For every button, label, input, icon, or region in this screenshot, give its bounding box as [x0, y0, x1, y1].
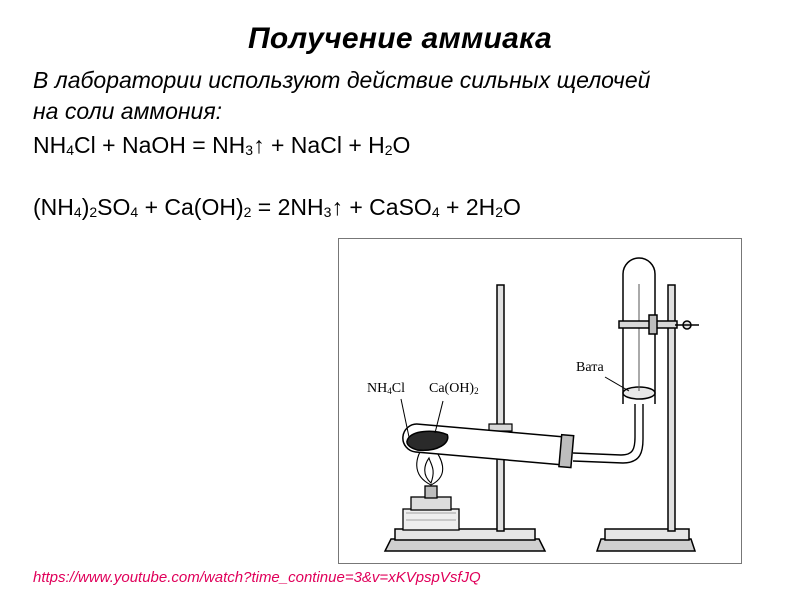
- eq2-part: + 2H: [439, 194, 496, 220]
- label-calcium-hydroxide: $Ca(OH)_2$: [429, 381, 479, 396]
- eq2-part: ): [81, 194, 90, 220]
- eq1-part: NH: [33, 132, 67, 158]
- eq2-part: SO: [97, 194, 131, 220]
- eq2-sub: 2: [495, 204, 504, 220]
- eq1-sub: 3: [245, 142, 254, 158]
- right-clamp-jaw: [649, 315, 657, 334]
- eq1-part: ↑ + NaCl + H: [253, 132, 385, 158]
- intro-text-line-1: В лаборатории используют действие сильных щелочей: [33, 67, 651, 93]
- eq2-sub: 2: [89, 204, 98, 220]
- eq1-sub: 4: [66, 142, 75, 158]
- eq2-part: ↑ + CaSO: [331, 194, 432, 220]
- eq2-sub: 2: [243, 204, 252, 220]
- eq1-part: Cl + NaOH = NH: [74, 132, 246, 158]
- left-stand-rod: [497, 285, 504, 531]
- left-stand-base: [385, 539, 545, 551]
- eq2-sub: 4: [431, 204, 440, 220]
- right-stand-base-top: [605, 529, 689, 540]
- intro-text-line-2: на соли аммония:: [33, 98, 223, 124]
- delivery-tube: [573, 399, 643, 463]
- eq2-sub: 3: [323, 204, 332, 220]
- right-clamp-arm: [619, 321, 677, 328]
- equation-2: [33, 193, 521, 221]
- stopper: [559, 435, 574, 468]
- eq2-part: = 2NH: [251, 194, 324, 220]
- lab-apparatus-figure: [338, 238, 742, 564]
- eq2-part: (NH: [33, 194, 74, 220]
- right-stand-base: [597, 539, 695, 551]
- left-stand-base-top: [395, 529, 535, 540]
- apparatus-drawing: [339, 239, 743, 565]
- source-link[interactable]: https://www.youtube.com/watch?time_continue=3&v=xKVpspVsfJQ: [33, 569, 481, 586]
- eq2-part: + Ca(OH): [138, 194, 244, 220]
- eq2-part: O: [503, 194, 521, 220]
- slide-title: Получение аммиака: [248, 22, 552, 55]
- eq1-part: O: [392, 132, 411, 158]
- spirit-lamp: [403, 486, 459, 530]
- right-stand: [597, 285, 699, 551]
- eq2-sub: 4: [130, 204, 139, 220]
- label-cotton: Вата: [576, 360, 604, 375]
- eq2-sub: 4: [73, 204, 82, 220]
- equation-1: [33, 131, 410, 159]
- label-ammonium-chloride: $NH_4Cl$: [367, 381, 405, 396]
- eq1-sub: 2: [384, 142, 393, 158]
